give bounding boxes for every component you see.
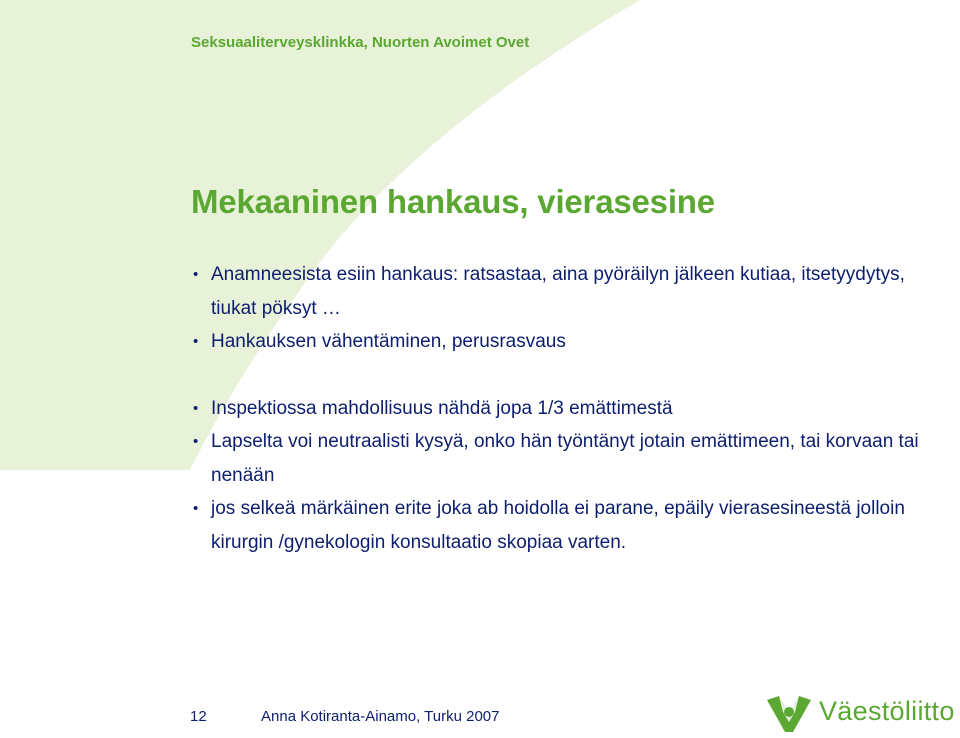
- bullet-item: • Inspektiossa mahdollisuus nähdä jopa 1/3 emättimestä: [193, 392, 933, 426]
- bullet-item: • Lapselta voi neutraalisti kysyä, onko hän työntänyt jotain emättimeen, tai korvaan tai nenään: [193, 425, 933, 492]
- bullet-icon: •: [193, 266, 199, 283]
- logo-text: Väestöliitto: [819, 696, 955, 726]
- spacer: [193, 359, 933, 392]
- bullet-list: [193, 258, 933, 559]
- bullet-item: • Anamneesista esiin hankaus: ratsastaa, aina pyöräilyn jälkeen kutiaa, itsetyydytys, tiukat pöksyt …: [193, 258, 933, 325]
- slide-title: Mekaaninen hankaus, vierasesine: [191, 183, 715, 220]
- bullet-item: • jos selkeä märkäinen erite joka ab hoidolla ei parane, epäily vierasesineestä jolloin kirurgin /gynekologin konsultaatio skopiaa varten.: [193, 492, 933, 559]
- page-number: 12: [190, 708, 207, 725]
- bullet-icon: •: [193, 500, 199, 517]
- bullet-icon: •: [193, 433, 199, 450]
- bullet-icon: •: [193, 333, 199, 350]
- bullet-icon: •: [193, 399, 199, 417]
- header-organization: Seksuaaliterveysklinkka, Nuorten Avoimet Ovet: [191, 34, 530, 51]
- bullet-item: • Hankauksen vähentäminen, perusrasvaus: [193, 325, 933, 359]
- footer-author: Anna Kotiranta-Ainamo, Turku 2007: [261, 708, 500, 725]
